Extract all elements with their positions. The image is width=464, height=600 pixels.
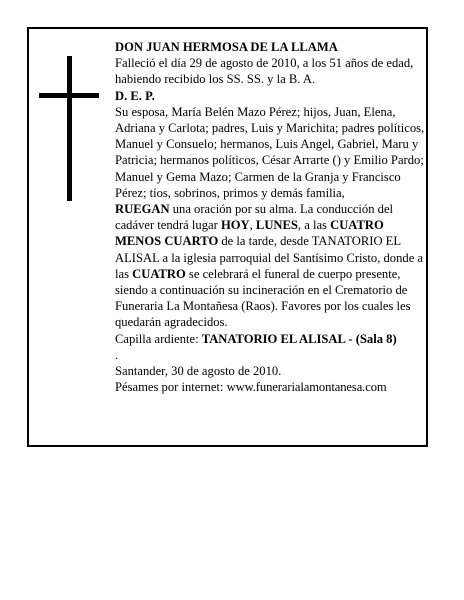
ruegan-text: RUEGAN bbox=[115, 202, 170, 217]
chapel-line: Capilla ardiente: TANATORIO EL ALISAL - (Sala 8) bbox=[115, 331, 397, 346]
place-date: Santander, 30 de agosto de 2010. bbox=[115, 364, 282, 379]
deceased-name: DON JUAN HERMOSA DE LA LLAMA bbox=[115, 40, 338, 54]
hoy-text: HOY bbox=[220, 218, 250, 233]
cross-icon bbox=[39, 56, 99, 201]
period-line: . bbox=[115, 347, 119, 362]
hora-text: CUATRO MENOS CUARTO bbox=[115, 218, 384, 249]
condolences-link[interactable]: www.funerarialamontanesa.com bbox=[226, 380, 387, 395]
funeral-paragraph: RUEGAN una oración por su alma. La conducción del cadáver tendrá lugar HOY, LUNES, a las CUATRO MENOS CUARTO de la tarde, desde TANATORIO EL ALISAL a la iglesia parroquial del Santísimo Cristo, donde a las CUATRO se celebrará el funeral de cuerpo presente, siendo a continuación su incineración en el Crematorio de Funeraria La Montañesa (Raos). Favores por los cuales les quedarán agradecidos. bbox=[115, 202, 424, 330]
lunes-text: LUNES bbox=[255, 218, 298, 233]
dep-line: D. E. P. bbox=[115, 88, 155, 103]
condolences-line: Pésames por internet: www.funerarialamontanesa.com bbox=[115, 380, 387, 395]
obituary-text bbox=[115, 39, 425, 395]
obituary-notice bbox=[27, 27, 428, 447]
chapel-value: TANATORIO EL ALISAL - (Sala 8) bbox=[201, 331, 397, 346]
cuatro-text: CUATRO bbox=[132, 266, 186, 281]
family-paragraph: Su esposa, María Belén Mazo Pérez; hijos, Juan, Elena, Adriana y Carlota; padres, Luis y Marichita; padres políticos, Manuel y Consuelo; hermanos, Luis Angel, Gabriel, Maru y Patricia; hermanos políticos, César Arrarte () y Emilio Pardo; Manuel y Gema Mazo; Carmen de la Granja y Francisco Pérez; tíos, sobrinos, primos y demás familia, bbox=[115, 104, 425, 200]
death-line: Falleció el día 29 de agosto de 2010, a los 51 años de edad, habiendo recibido los SS. SS. y la B. A. bbox=[115, 56, 414, 87]
